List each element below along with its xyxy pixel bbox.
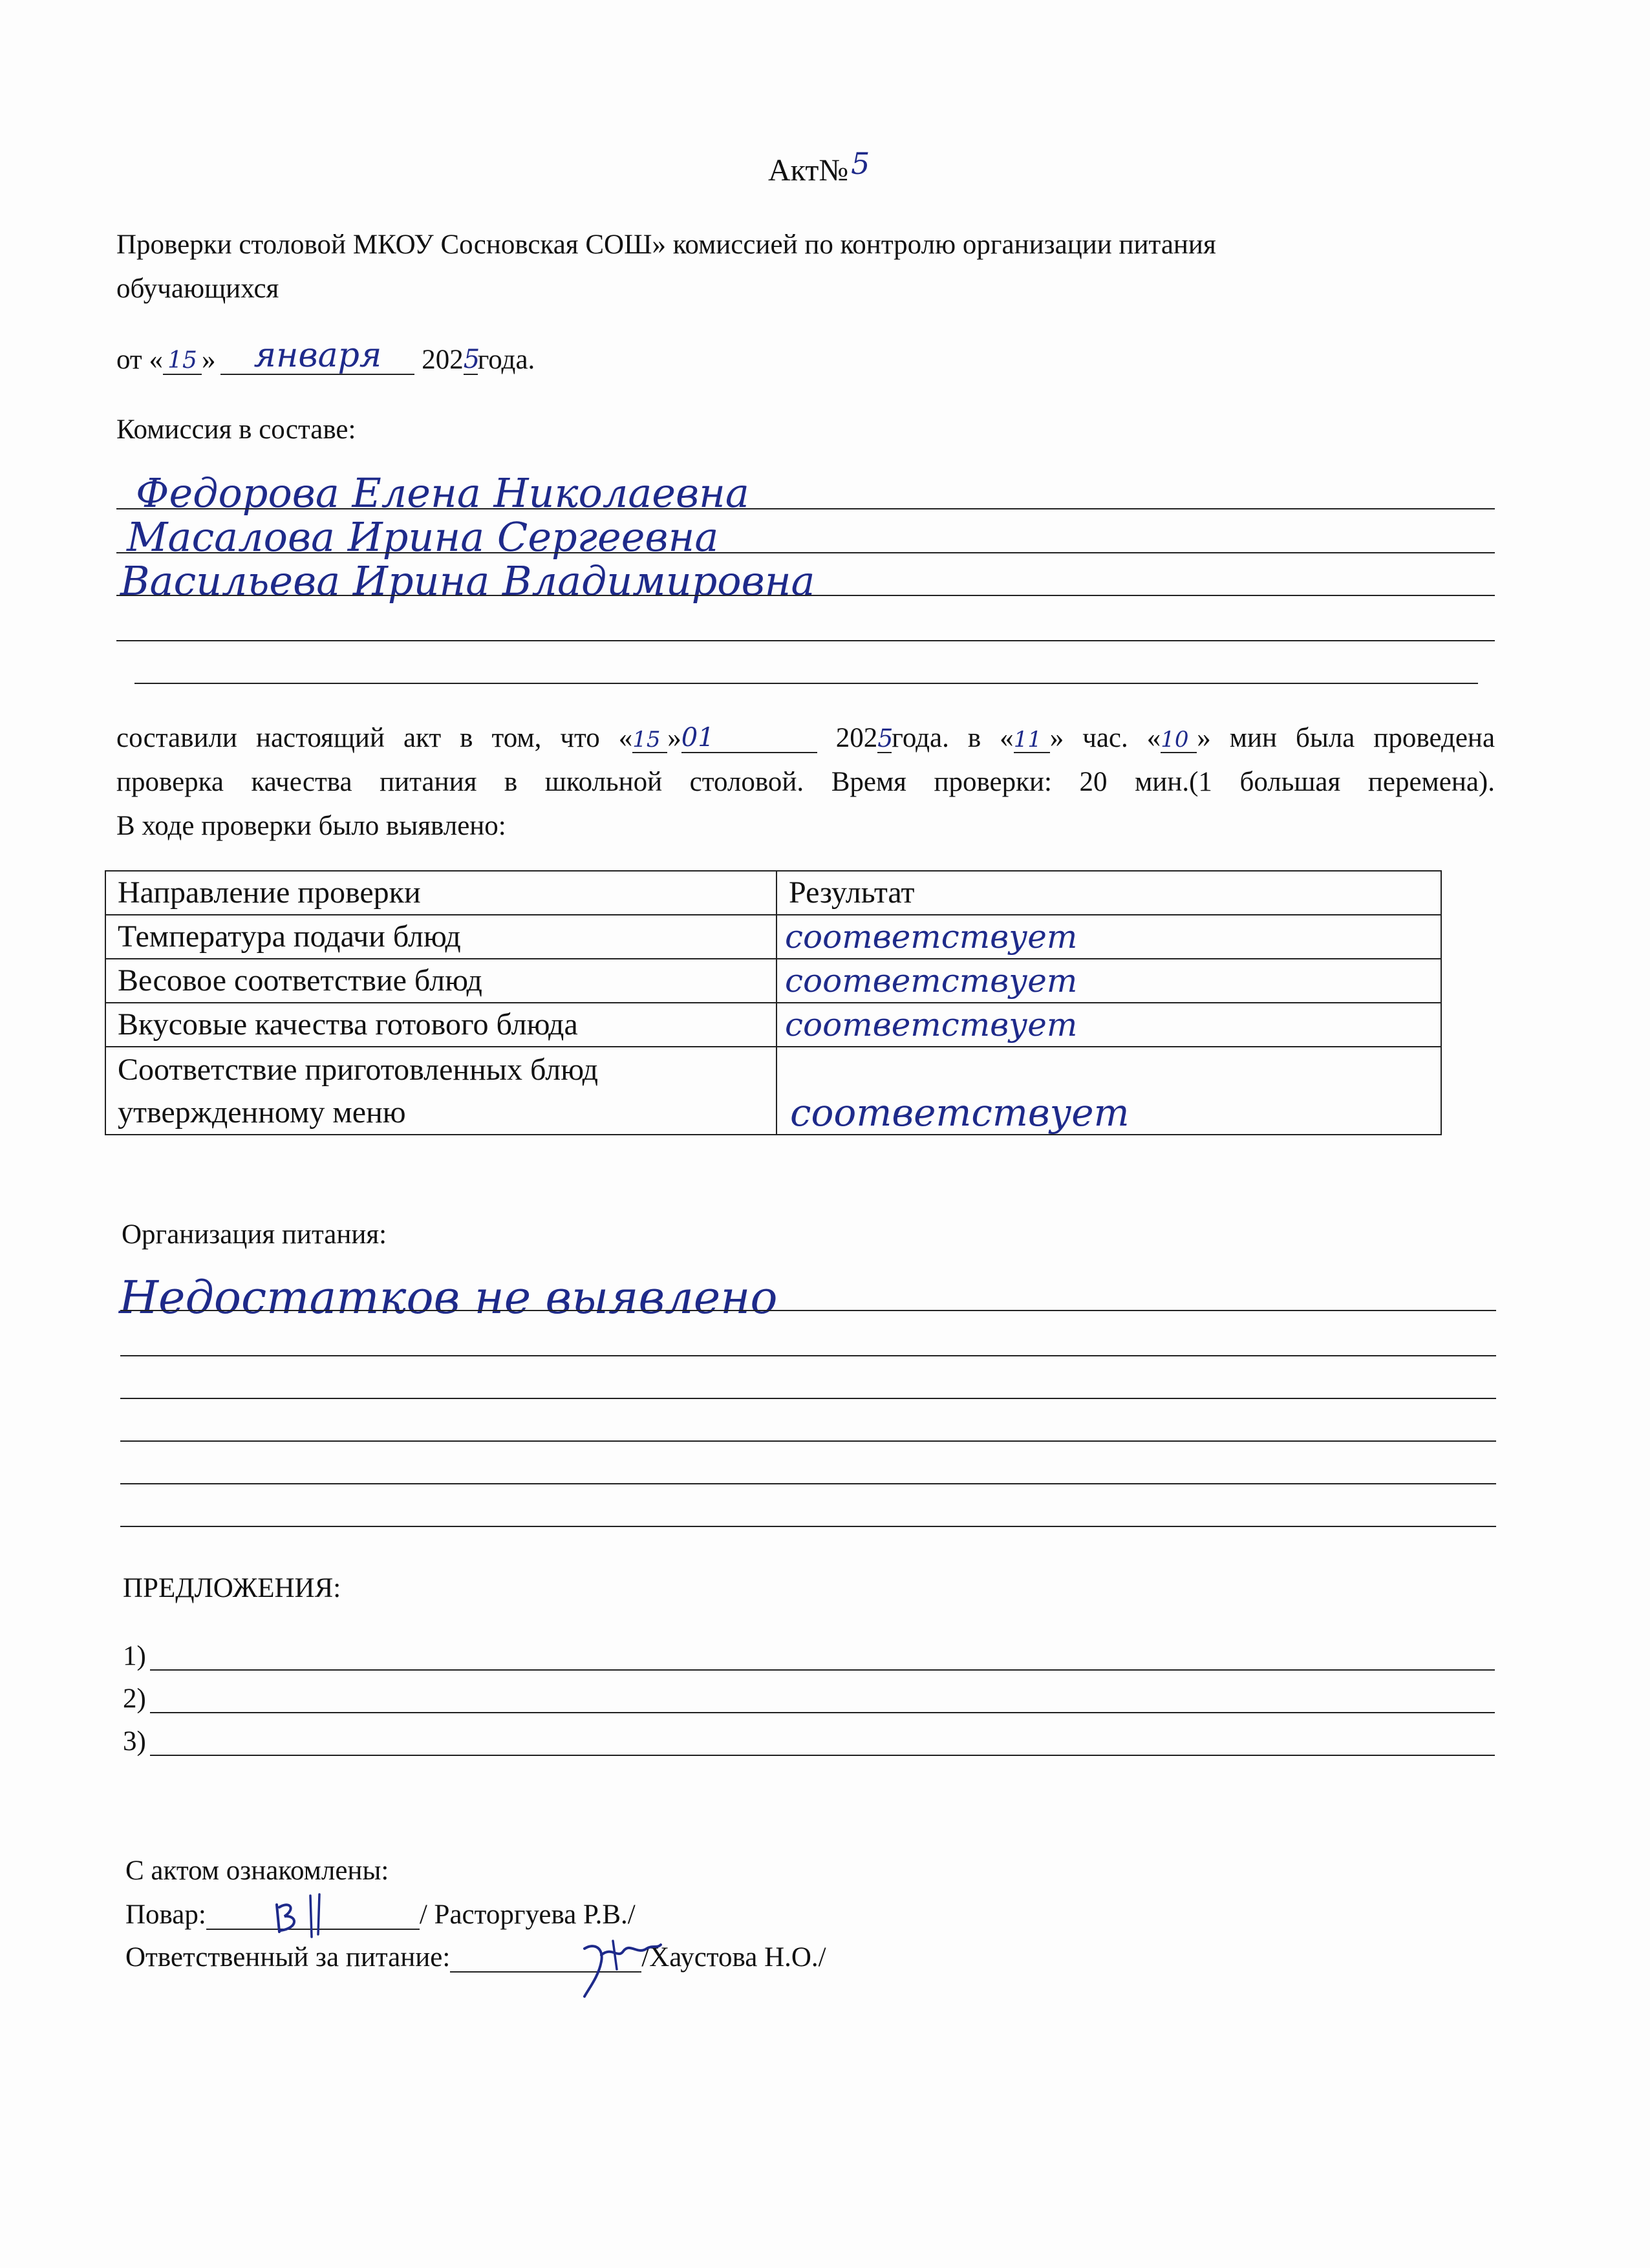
table-row: [105, 1003, 1441, 1047]
organization-line-2: [120, 1355, 1496, 1356]
statement-part-4: года. в «: [892, 723, 1014, 753]
statement-line-1: [116, 724, 1495, 753]
proposal-number-2: 2): [123, 1684, 146, 1714]
statement-hour-value: 11: [1013, 727, 1042, 753]
table-cell-direction: [105, 1047, 777, 1135]
act-title: [768, 146, 870, 187]
commission-member-2: Масалова Ирина Сергеевна: [127, 513, 719, 561]
statement-month-value: 01: [681, 723, 714, 753]
proposal-number-3: 3): [123, 1726, 146, 1757]
organization-text: Недостатков не выявлено: [119, 1271, 778, 1324]
cook-label: Повар:: [125, 1899, 206, 1930]
responsible-name: /Хаустова Н.О./: [641, 1942, 826, 1973]
statement-part-2: »: [667, 723, 681, 753]
table-cell-direction: Весовое соответствие блюд: [105, 959, 777, 1003]
date-year-digit: 5: [463, 345, 480, 374]
date-year-prefix: 202: [422, 345, 464, 375]
result-handwritten: соответствует: [785, 962, 1078, 1000]
date-month-field: [220, 336, 414, 375]
table-row: [105, 959, 1441, 1003]
cook-row: [125, 1901, 636, 1930]
table-cell-result: [777, 915, 1441, 959]
cook-name: / Расторгуева Р.В./: [419, 1899, 636, 1930]
commission-line-1: [116, 508, 1495, 509]
statement-line-2: проверка качества питания в школьной столовой. Время проверки: 20 мин.(1 большая перемена).: [116, 767, 1495, 797]
statement-year-field: [877, 724, 892, 753]
proposals-label: ПРЕДЛОЖЕНИЯ:: [123, 1573, 341, 1603]
proposal-number-1: 1): [123, 1641, 146, 1671]
statement-hour-field: [1014, 724, 1050, 753]
statement-year-digit: 5: [877, 724, 894, 753]
result-handwritten: соответствует: [785, 1006, 1078, 1043]
cook-signature-icon: [270, 1892, 341, 1943]
table-cell-direction: Вкусовые качества готового блюда: [105, 1003, 777, 1047]
statement-minute-value: 10: [1161, 727, 1189, 753]
statement-minute-field: [1161, 724, 1197, 753]
statement-part-3: 202: [835, 723, 878, 753]
date-mid: »: [201, 345, 216, 375]
commission-member-1: Федорова Елена Николаевна: [136, 469, 749, 517]
statement-part-1: составили настоящий акт в том, что «: [116, 723, 633, 753]
act-subject-line-2: обучающихся: [116, 273, 279, 304]
proposal-line-2: [150, 1712, 1495, 1713]
act-date-line: [116, 336, 535, 375]
date-month-value: января: [253, 336, 382, 375]
table-header-result: Результат: [777, 871, 1441, 915]
table-header-row: [105, 871, 1441, 915]
organization-line-4: [120, 1440, 1496, 1442]
result-handwritten: соответствует: [790, 1091, 1130, 1135]
statement-part-5: » час. «: [1049, 723, 1161, 753]
result-handwritten: соответствует: [785, 918, 1078, 956]
date-day-value: 15: [167, 347, 197, 374]
date-suffix: года.: [477, 345, 535, 375]
date-prefix: от «: [116, 345, 163, 375]
proposal-line-3: [150, 1755, 1495, 1756]
commission-label: Комиссия в составе:: [116, 414, 356, 445]
act-title-prefix: Акт№: [768, 153, 849, 187]
act-subject-line-1: Проверки столовой МКОУ Сосновская СОШ» комиссией по контролю организации питания: [116, 230, 1216, 260]
statement-day-value: 15: [632, 727, 661, 753]
direction-line-1: Соответствие приготовленных блюд: [118, 1053, 599, 1087]
proposal-line-1: [150, 1669, 1495, 1671]
date-year-field: [464, 346, 478, 375]
inspection-table: [105, 870, 1442, 1135]
statement-day-field: [632, 724, 667, 753]
table-row: [105, 915, 1441, 959]
table-cell-direction: Температура подачи блюд: [105, 915, 777, 959]
statement-month-field: [681, 724, 817, 753]
responsible-signature-icon: [575, 1929, 666, 2000]
organization-label: Организация питания:: [122, 1219, 387, 1250]
commission-line-3: [116, 595, 1495, 596]
statement-part-6: » мин была проведена: [1197, 723, 1495, 753]
table-cell-result: [777, 1003, 1441, 1047]
direction-line-2: утвержденному меню: [118, 1095, 406, 1129]
table-cell-result: [777, 1047, 1441, 1135]
commission-line-4: [116, 640, 1495, 641]
responsible-row: [125, 1943, 826, 1973]
act-number: 5: [851, 146, 870, 181]
organization-line-3: [120, 1398, 1496, 1399]
organization-line-6: [120, 1526, 1496, 1527]
acquainted-label: С актом ознакомлены:: [125, 1856, 389, 1886]
table-cell-result: [777, 959, 1441, 1003]
statement-line-3: В ходе проверки было выявлено:: [116, 811, 506, 841]
table-header-direction: Направление проверки: [105, 871, 777, 915]
organization-line-1: [120, 1310, 1496, 1311]
commission-line-5: [134, 683, 1478, 684]
organization-line-5: [120, 1483, 1496, 1484]
date-day-field: [163, 346, 202, 375]
commission-member-3: Васильева Ирина Владимировна: [120, 557, 815, 604]
commission-line-2: [116, 552, 1495, 553]
responsible-label: Ответственный за питание:: [125, 1942, 451, 1973]
table-row: [105, 1047, 1441, 1135]
